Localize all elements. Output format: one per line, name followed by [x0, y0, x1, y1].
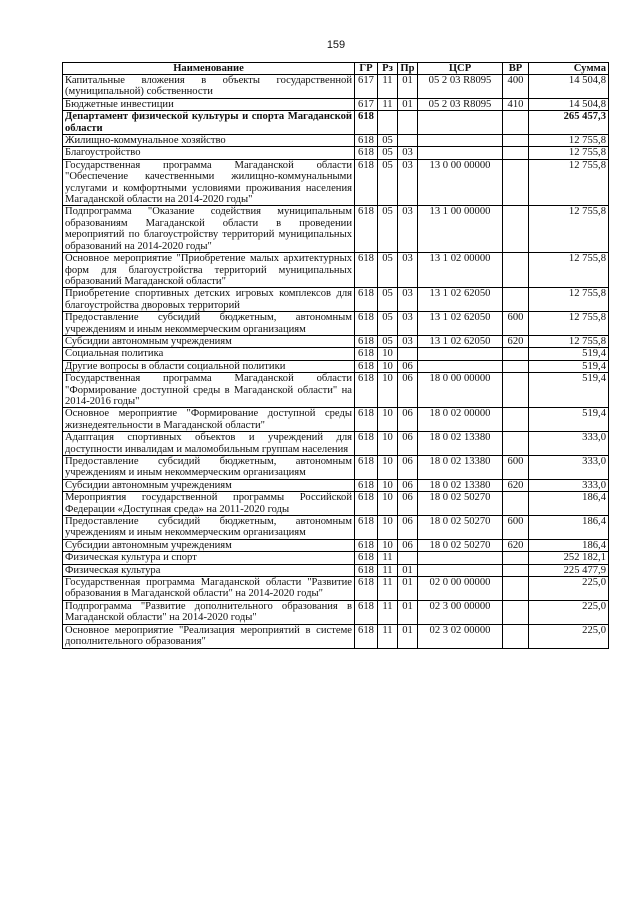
cell-gr: 618	[355, 408, 378, 432]
table-row	[63, 111, 609, 135]
cell-rz: 05	[378, 159, 398, 206]
cell-pr: 03	[398, 253, 418, 288]
cell-rz: 05	[378, 335, 398, 347]
cell-pr: 06	[398, 373, 418, 408]
cell-vr	[503, 348, 529, 360]
budget-table	[62, 62, 609, 649]
table-row	[63, 539, 609, 551]
cell-csr: 18 0 02 13380	[418, 456, 503, 480]
cell-pr: 01	[398, 564, 418, 576]
cell-name: Основное мероприятие "Реализация мероприятий в системе дополнительного образования"	[63, 624, 355, 648]
cell-csr: 02 3 02 00000	[418, 624, 503, 648]
cell-rz: 10	[378, 516, 398, 540]
cell-csr: 05 2 03 R8095	[418, 98, 503, 110]
cell-gr: 617	[355, 98, 378, 110]
cell-gr: 618	[355, 624, 378, 648]
table-row	[63, 456, 609, 480]
cell-gr: 617	[355, 75, 378, 99]
cell-vr	[503, 492, 529, 516]
cell-sum: 12 755,8	[529, 253, 609, 288]
table-row	[63, 75, 609, 99]
cell-name: Субсидии автономным учреждениям	[63, 539, 355, 551]
cell-csr	[418, 135, 503, 147]
cell-pr	[398, 135, 418, 147]
cell-pr: 06	[398, 492, 418, 516]
table-body	[63, 75, 609, 649]
cell-gr: 618	[355, 111, 378, 135]
cell-vr	[503, 432, 529, 456]
table-row	[63, 408, 609, 432]
cell-csr: 02 3 00 00000	[418, 600, 503, 624]
cell-sum: 186,4	[529, 539, 609, 551]
cell-gr: 618	[355, 600, 378, 624]
cell-sum: 519,4	[529, 373, 609, 408]
cell-vr	[503, 288, 529, 312]
table-row	[63, 373, 609, 408]
cell-pr: 06	[398, 539, 418, 551]
table-row	[63, 492, 609, 516]
table-row	[63, 98, 609, 110]
table-row	[63, 288, 609, 312]
cell-gr: 618	[355, 552, 378, 564]
cell-name: Предоставление субсидий бюджетным, автономным учреждениям и иным некоммерческим организациям	[63, 516, 355, 540]
cell-gr: 618	[355, 492, 378, 516]
cell-csr: 13 1 02 00000	[418, 253, 503, 288]
cell-csr	[418, 552, 503, 564]
header-gr: ГР	[355, 63, 378, 75]
table-row	[63, 159, 609, 206]
cell-sum: 225,0	[529, 600, 609, 624]
cell-vr: 600	[503, 516, 529, 540]
cell-vr: 600	[503, 456, 529, 480]
cell-sum: 519,4	[529, 348, 609, 360]
cell-pr: 03	[398, 147, 418, 159]
cell-sum: 12 755,8	[529, 288, 609, 312]
cell-gr: 618	[355, 577, 378, 601]
cell-vr	[503, 552, 529, 564]
cell-vr	[503, 147, 529, 159]
cell-vr	[503, 159, 529, 206]
cell-sum: 333,0	[529, 479, 609, 491]
cell-csr: 18 0 00 00000	[418, 373, 503, 408]
cell-sum: 333,0	[529, 456, 609, 480]
cell-gr: 618	[355, 288, 378, 312]
cell-sum: 519,4	[529, 408, 609, 432]
cell-csr: 13 1 02 62050	[418, 335, 503, 347]
cell-name: Предоставление субсидий бюджетным, автономным учреждениям и иным некоммерческим организациям	[63, 456, 355, 480]
cell-sum: 186,4	[529, 516, 609, 540]
cell-vr: 400	[503, 75, 529, 99]
cell-pr: 01	[398, 577, 418, 601]
table-row	[63, 564, 609, 576]
cell-vr: 620	[503, 539, 529, 551]
cell-pr: 03	[398, 206, 418, 253]
cell-name: Государственная программа Магаданской области "Развитие образования в Магаданской области" на 2014-2020 годы"	[63, 577, 355, 601]
cell-gr: 618	[355, 373, 378, 408]
cell-name: Физическая культура	[63, 564, 355, 576]
cell-sum: 186,4	[529, 492, 609, 516]
cell-pr: 06	[398, 479, 418, 491]
cell-name: Субсидии автономным учреждениям	[63, 479, 355, 491]
table-row	[63, 147, 609, 159]
cell-csr: 18 0 02 50270	[418, 516, 503, 540]
cell-name: Основное мероприятие "Формирование доступной среды жизнедеятельности в Магаданской области"	[63, 408, 355, 432]
cell-gr: 618	[355, 564, 378, 576]
table-row	[63, 253, 609, 288]
cell-csr	[418, 348, 503, 360]
cell-name: Адаптация спортивных объектов и учреждений для доступности инвалидам и маломобильным группам населения	[63, 432, 355, 456]
cell-rz: 10	[378, 360, 398, 372]
cell-name: Подпрограмма "Оказание содействия муниципальным образованиям Магаданской области в проведении мероприятий по благоустройству территорий муниципальных образований на 2014-2020 годы"	[63, 206, 355, 253]
cell-pr	[398, 552, 418, 564]
cell-pr: 01	[398, 600, 418, 624]
table-row	[63, 312, 609, 336]
cell-rz: 10	[378, 492, 398, 516]
cell-pr: 03	[398, 159, 418, 206]
cell-rz: 11	[378, 564, 398, 576]
cell-name: Капитальные вложения в объекты государственной (муниципальной) собственности	[63, 75, 355, 99]
cell-name: Бюджетные инвестиции	[63, 98, 355, 110]
cell-name: Подпрограмма "Развитие дополнительного образования в Магаданской области" на 2014-2020 годы"	[63, 600, 355, 624]
cell-rz: 11	[378, 552, 398, 564]
cell-vr	[503, 600, 529, 624]
cell-rz: 05	[378, 312, 398, 336]
cell-pr: 03	[398, 312, 418, 336]
cell-vr	[503, 577, 529, 601]
cell-csr: 05 2 03 R8095	[418, 75, 503, 99]
table-row	[63, 479, 609, 491]
cell-gr: 618	[355, 159, 378, 206]
cell-gr: 618	[355, 206, 378, 253]
table-row	[63, 516, 609, 540]
cell-name: Жилищно-коммунальное хозяйство	[63, 135, 355, 147]
cell-name: Мероприятия государственной программы Российской Федерации «Доступная среда» на 2011-2020 годы	[63, 492, 355, 516]
cell-pr: 06	[398, 360, 418, 372]
cell-csr: 02 0 00 00000	[418, 577, 503, 601]
cell-sum: 333,0	[529, 432, 609, 456]
cell-pr: 06	[398, 516, 418, 540]
cell-vr	[503, 135, 529, 147]
cell-vr	[503, 564, 529, 576]
table-row	[63, 600, 609, 624]
cell-gr: 618	[355, 135, 378, 147]
cell-name: Основное мероприятие "Приобретение малых архитектурных форм для благоустройства территорий муниципальных образований Магаданской области"	[63, 253, 355, 288]
cell-sum: 12 755,8	[529, 147, 609, 159]
cell-gr: 618	[355, 479, 378, 491]
cell-gr: 618	[355, 516, 378, 540]
cell-rz: 11	[378, 624, 398, 648]
cell-rz: 05	[378, 147, 398, 159]
cell-rz: 10	[378, 408, 398, 432]
cell-pr: 06	[398, 408, 418, 432]
cell-sum: 14 504,8	[529, 98, 609, 110]
table-row	[63, 552, 609, 564]
cell-sum: 225,0	[529, 624, 609, 648]
cell-name: Государственная программа Магаданской области "Формирование доступной среды в Магаданской области" на 2014-2016 годы"	[63, 373, 355, 408]
cell-rz: 10	[378, 348, 398, 360]
table-row	[63, 335, 609, 347]
cell-csr	[418, 111, 503, 135]
header-rz: Рз	[378, 63, 398, 75]
header-vr: ВР	[503, 63, 529, 75]
cell-name: Физическая культура и спорт	[63, 552, 355, 564]
cell-gr: 618	[355, 539, 378, 551]
cell-csr: 13 0 00 00000	[418, 159, 503, 206]
header-name: Наименование	[63, 63, 355, 75]
cell-rz: 10	[378, 373, 398, 408]
cell-vr	[503, 360, 529, 372]
cell-rz: 10	[378, 456, 398, 480]
cell-sum: 225,0	[529, 577, 609, 601]
cell-pr: 01	[398, 98, 418, 110]
cell-pr	[398, 111, 418, 135]
cell-sum: 12 755,8	[529, 312, 609, 336]
cell-rz: 05	[378, 253, 398, 288]
cell-gr: 618	[355, 456, 378, 480]
cell-csr	[418, 147, 503, 159]
cell-rz: 05	[378, 135, 398, 147]
cell-pr	[398, 348, 418, 360]
cell-vr: 600	[503, 312, 529, 336]
cell-pr: 01	[398, 624, 418, 648]
table-row	[63, 577, 609, 601]
cell-rz: 05	[378, 206, 398, 253]
cell-vr: 620	[503, 479, 529, 491]
cell-sum: 12 755,8	[529, 206, 609, 253]
cell-vr: 620	[503, 335, 529, 347]
cell-sum: 12 755,8	[529, 159, 609, 206]
cell-csr: 18 0 02 13380	[418, 479, 503, 491]
cell-sum: 12 755,8	[529, 335, 609, 347]
table-row	[63, 432, 609, 456]
cell-csr: 13 1 02 62050	[418, 288, 503, 312]
cell-gr: 618	[355, 147, 378, 159]
table-row	[63, 624, 609, 648]
cell-csr: 18 0 02 50270	[418, 492, 503, 516]
page-number: 159	[326, 39, 346, 51]
cell-name: Приобретение спортивных детских игровых комплексов для благоустройства дворовых территорий	[63, 288, 355, 312]
cell-sum: 519,4	[529, 360, 609, 372]
cell-pr: 06	[398, 432, 418, 456]
table-row	[63, 135, 609, 147]
cell-rz: 10	[378, 479, 398, 491]
cell-name: Государственная программа Магаданской области "Обеспечение качественными жилищно-коммунальными услугами и комфортными условиями проживания населения Магаданской области на 2014-2020 годы"	[63, 159, 355, 206]
cell-pr: 01	[398, 75, 418, 99]
cell-name: Предоставление субсидий бюджетным, автономным учреждениям и иным некоммерческим организациям	[63, 312, 355, 336]
cell-csr	[418, 360, 503, 372]
cell-gr: 618	[355, 335, 378, 347]
cell-vr	[503, 373, 529, 408]
cell-rz: 11	[378, 600, 398, 624]
cell-name: Благоустройство	[63, 147, 355, 159]
cell-name: Социальная политика	[63, 348, 355, 360]
cell-vr: 410	[503, 98, 529, 110]
cell-sum: 14 504,8	[529, 75, 609, 99]
cell-vr	[503, 624, 529, 648]
cell-sum: 12 755,8	[529, 135, 609, 147]
cell-rz: 10	[378, 432, 398, 456]
cell-gr: 618	[355, 253, 378, 288]
cell-sum: 225 477,9	[529, 564, 609, 576]
table-row	[63, 206, 609, 253]
cell-rz: 11	[378, 75, 398, 99]
cell-rz: 11	[378, 577, 398, 601]
cell-rz: 10	[378, 539, 398, 551]
cell-csr: 13 1 00 00000	[418, 206, 503, 253]
header-pr: Пр	[398, 63, 418, 75]
cell-name: Департамент физической культуры и спорта Магаданской области	[63, 111, 355, 135]
table-header-row	[63, 63, 609, 75]
cell-rz	[378, 111, 398, 135]
cell-pr: 03	[398, 288, 418, 312]
cell-name: Субсидии автономным учреждениям	[63, 335, 355, 347]
cell-vr	[503, 206, 529, 253]
cell-rz: 11	[378, 98, 398, 110]
cell-csr: 13 1 02 62050	[418, 312, 503, 336]
cell-csr: 18 0 02 13380	[418, 432, 503, 456]
table-row	[63, 348, 609, 360]
cell-gr: 618	[355, 360, 378, 372]
cell-name: Другие вопросы в области социальной политики	[63, 360, 355, 372]
cell-sum: 252 182,1	[529, 552, 609, 564]
cell-gr: 618	[355, 432, 378, 456]
header-sum: Сумма	[529, 63, 609, 75]
header-csr: ЦСР	[418, 63, 503, 75]
cell-csr: 18 0 02 00000	[418, 408, 503, 432]
cell-rz: 05	[378, 288, 398, 312]
cell-csr	[418, 564, 503, 576]
cell-csr: 18 0 02 50270	[418, 539, 503, 551]
cell-pr: 06	[398, 456, 418, 480]
cell-vr	[503, 253, 529, 288]
cell-gr: 618	[355, 312, 378, 336]
cell-gr: 618	[355, 348, 378, 360]
cell-pr: 03	[398, 335, 418, 347]
cell-sum: 265 457,3	[529, 111, 609, 135]
cell-vr	[503, 111, 529, 135]
cell-vr	[503, 408, 529, 432]
table-row	[63, 360, 609, 372]
